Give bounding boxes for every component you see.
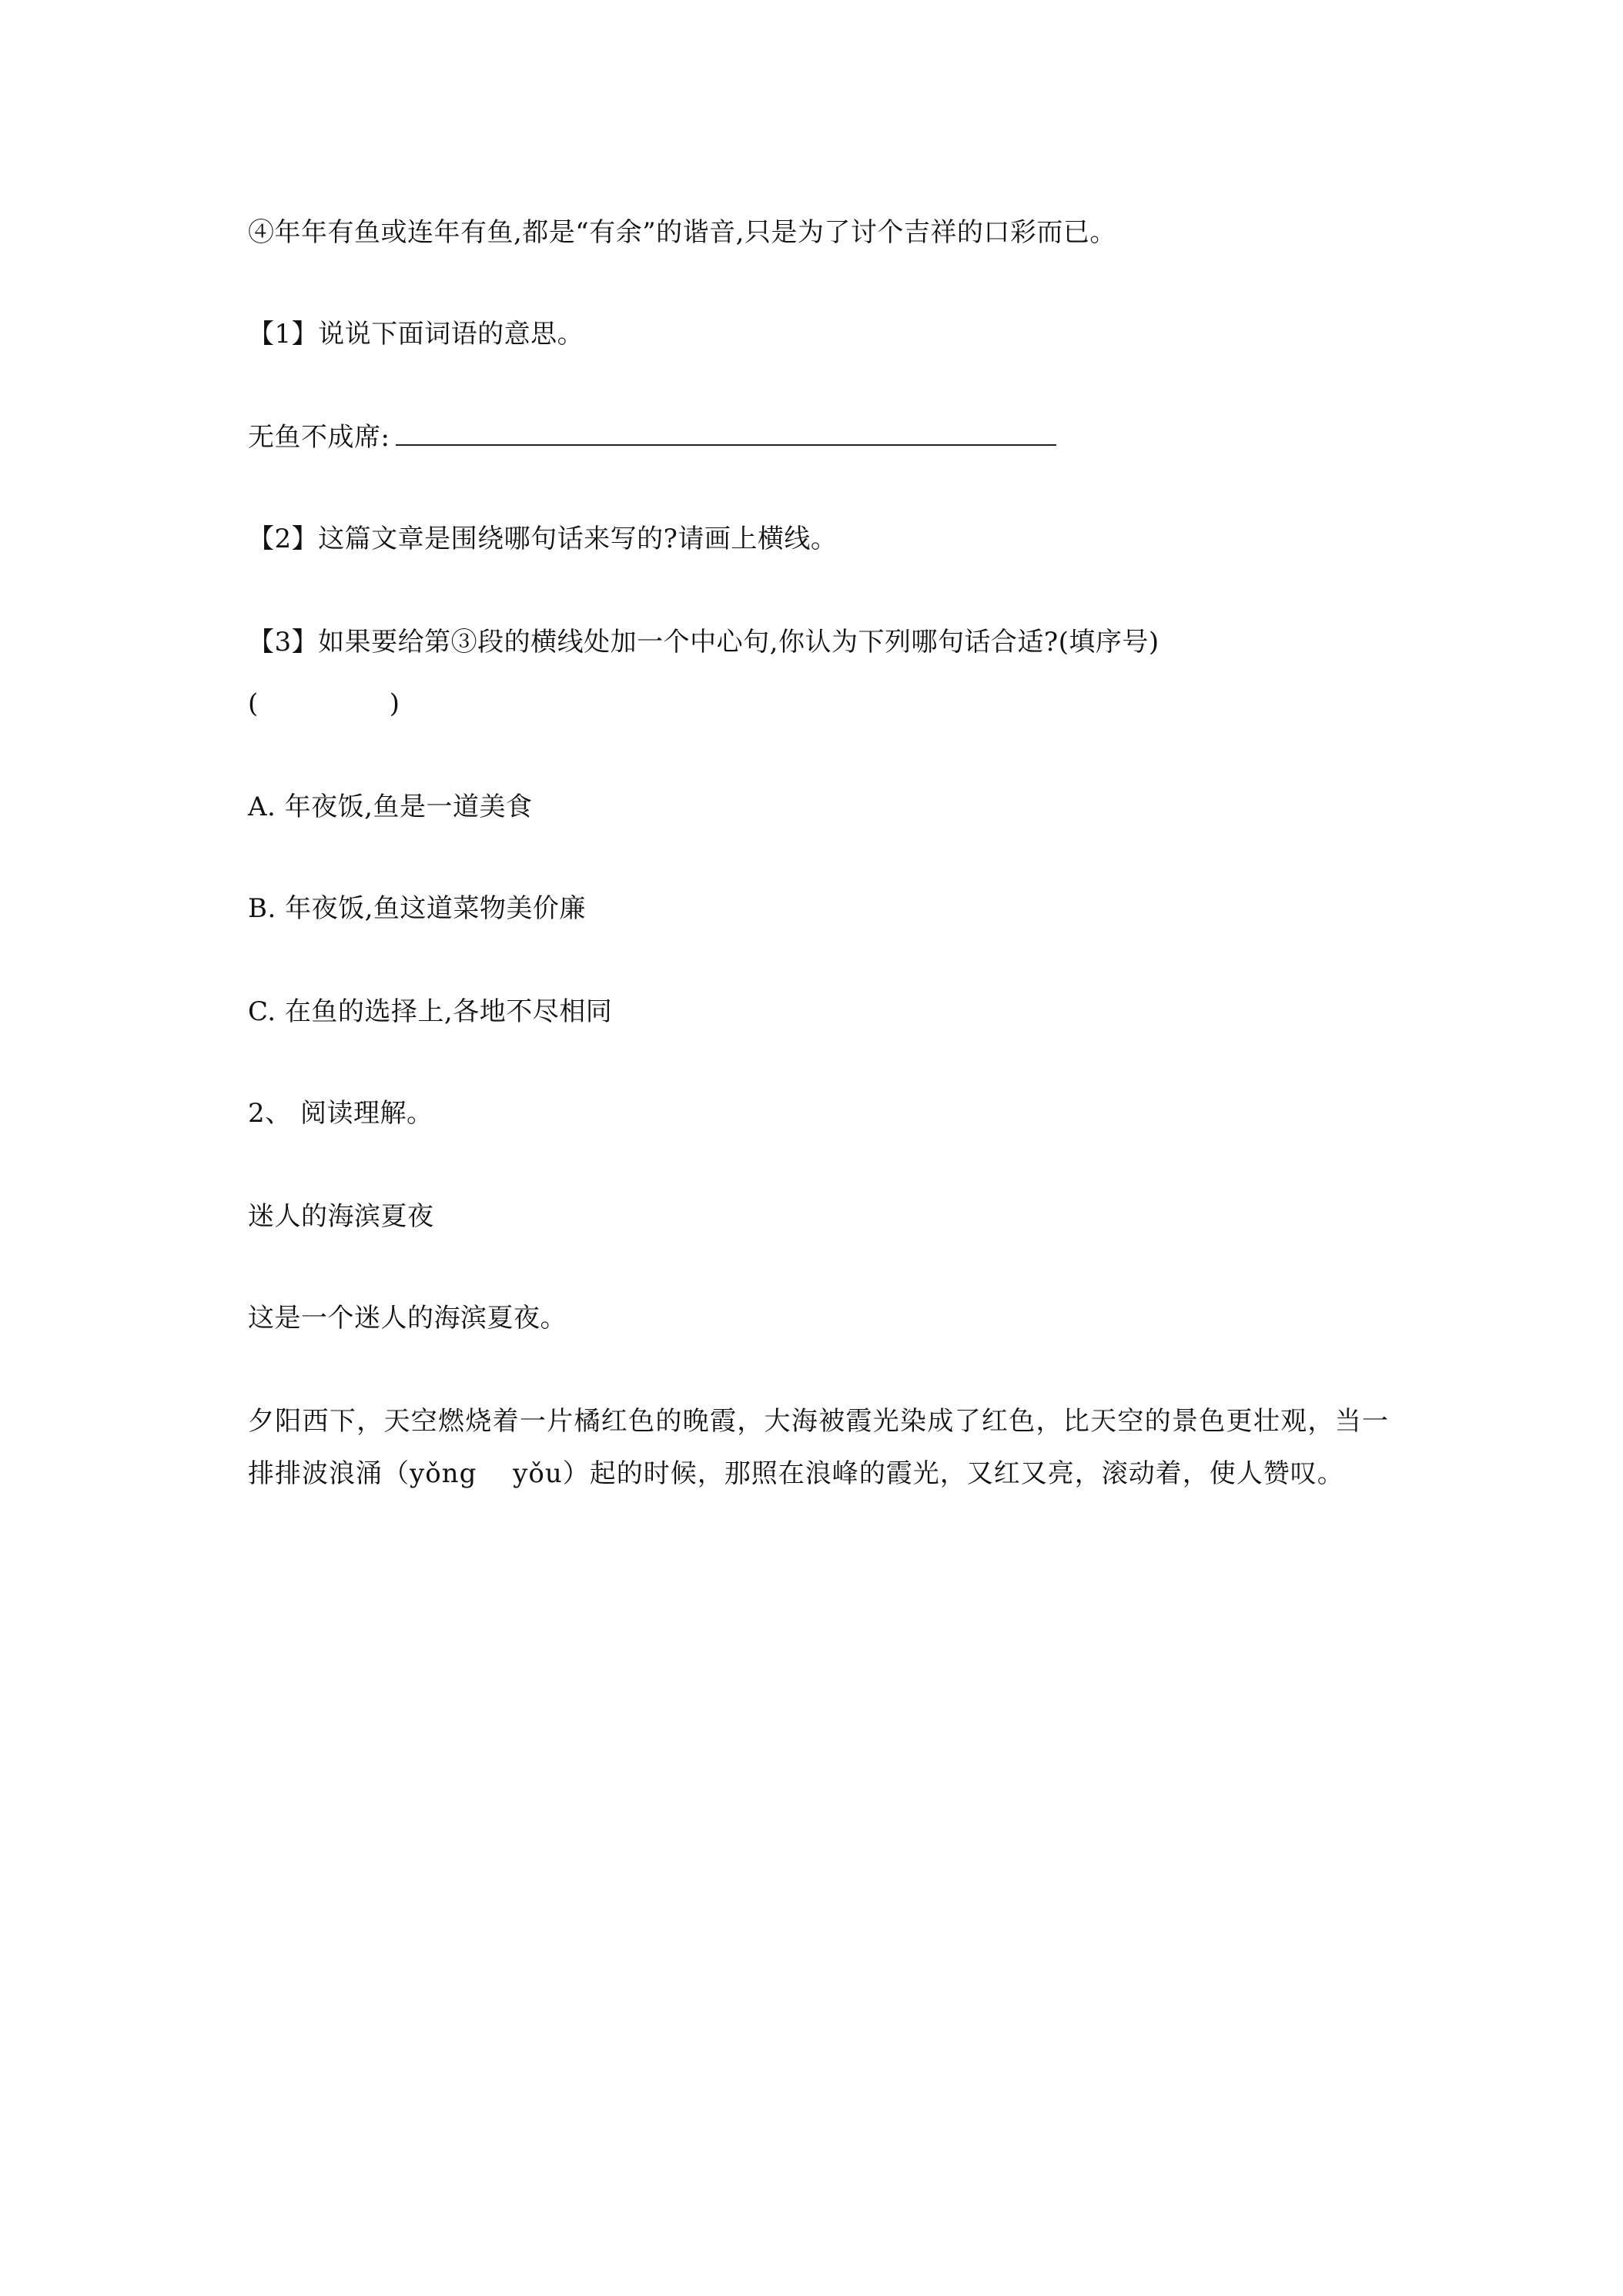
passage-sentence-1: 这是一个迷人的海滨夏夜。 <box>248 1303 567 1334</box>
passage-paragraph: 夕阳西下，天空燃烧着一片橘红色的晚霞，大海被霞光染成了红色，比天空的景色更壮观，当一排排波浪涌（yǒng yǒu）起的时候，那照在浪峰的霞光，又红又亮，滚动着，使人赞叹。 <box>248 1406 1389 1489</box>
paragraph-point-4: ④年年有鱼或连年有鱼,都是“有余”的谐音,只是为了讨个吉祥的口彩而已。 <box>248 217 1116 248</box>
option-b: B. 年夜饭,鱼这道菜物美价廉 <box>248 893 586 924</box>
section-2-heading: 2、 阅读理解。 <box>248 1098 433 1129</box>
question-1-answer-row <box>248 420 1056 454</box>
paren-open: ( <box>248 688 259 719</box>
answer-blank-line[interactable] <box>396 421 1056 446</box>
question-2-label: 【2】这篇文章是围绕哪句话来写的?请画上横线。 <box>248 524 838 554</box>
question-1-term: 无鱼不成席: <box>248 422 390 453</box>
option-c: C. 在鱼的选择上,各地不尽相同 <box>248 996 613 1027</box>
question-1-label: 【1】说说下面词语的意思。 <box>248 319 584 350</box>
option-a: A. 年夜饭,鱼是一道美食 <box>248 792 533 822</box>
paren-close: ) <box>389 688 400 719</box>
passage-title: 迷人的海滨夏夜 <box>248 1201 434 1232</box>
question-3-answer-parens <box>248 687 400 721</box>
question-3-label: 【3】如果要给第③段的横线处加一个中心句,你认为下列哪句话合适?(填序号) <box>248 627 1160 658</box>
